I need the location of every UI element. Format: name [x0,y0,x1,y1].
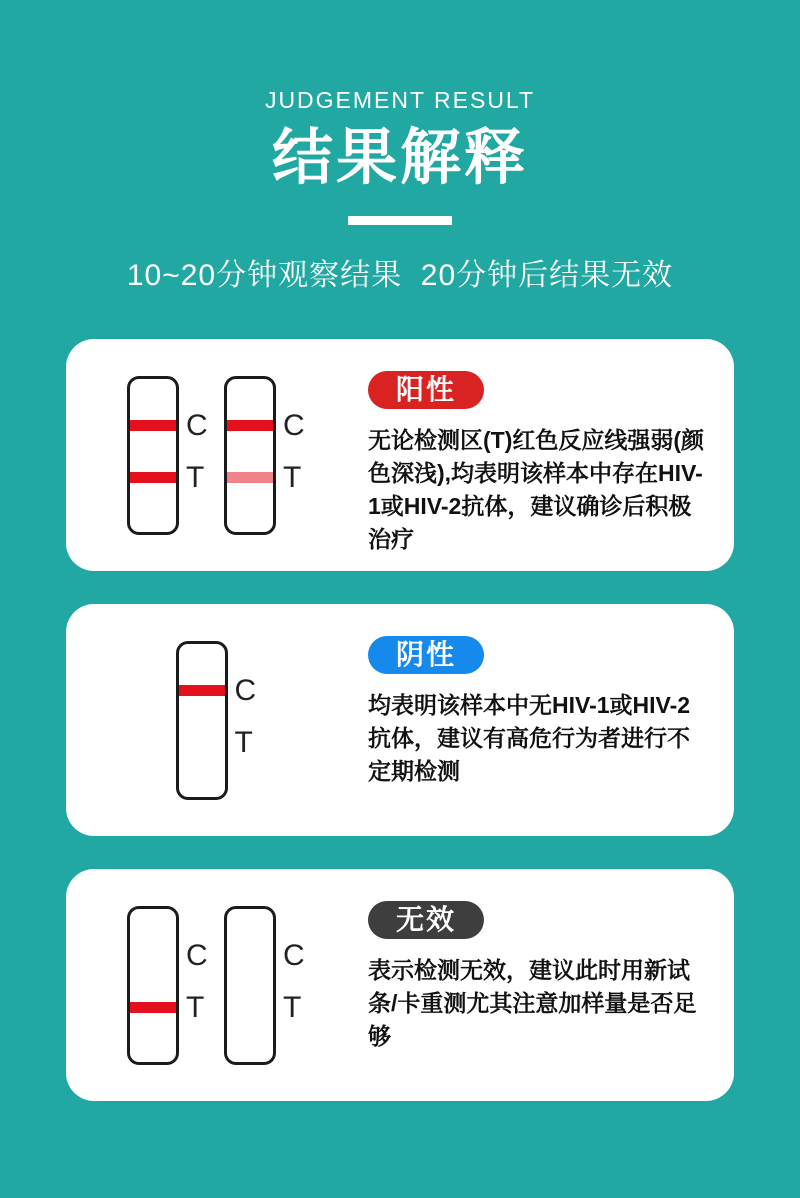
result-badge-negative: 阴性 [368,636,484,674]
control-label: C [283,408,305,442]
test-line [130,472,176,483]
control-label: C [283,938,305,972]
result-badge-positive: 阳性 [368,371,484,409]
card-content [368,869,734,1101]
card-positive [66,339,734,571]
subtitle-text: 10~20分钟观察结果 20分钟后结果无效 [126,259,674,292]
test-label: T [283,460,302,494]
test-label: T [234,725,253,759]
test-strip [224,376,307,535]
strip-labels [235,641,259,800]
test-line-weak [227,472,273,483]
control-line [227,420,273,431]
title-divider [348,216,452,225]
test-strip [176,641,259,800]
card-content [368,604,734,836]
strips-area [66,339,368,571]
test-strip [224,906,307,1065]
result-cards [0,339,800,1101]
strips-area [66,869,368,1101]
strip-body [127,906,179,1065]
card-invalid [66,869,734,1101]
control-line [179,685,225,696]
strip-body [176,641,228,800]
test-label: T [186,460,205,494]
control-line [130,420,176,431]
eyebrow-text: JUDGEMENT RESULT [264,87,536,113]
control-label: C [186,408,208,442]
test-line [130,1002,176,1013]
strip-body [224,906,276,1065]
strip-labels [283,906,307,1065]
control-label: C [234,673,257,707]
result-description: 表示检测无效，建议此时用新试条/卡重测尤其注意加样量是否足够 [368,957,697,1049]
strip-labels [283,376,307,535]
card-negative [66,604,734,836]
result-description: 无论检测区(T)红色反应线强弱(颜色深浅),均表明该样本中存在HIV-1或HIV-2抗体，建议确诊后积极治疗 [368,427,705,552]
test-strip [127,906,210,1065]
control-label: C [186,938,208,972]
test-label: T [283,990,302,1024]
test-strip [127,376,210,535]
strip-body [224,376,276,535]
result-badge-invalid: 无效 [368,901,484,939]
strip-labels [186,906,210,1065]
card-content [368,339,734,571]
page-title: 结果解释 [271,123,528,191]
result-description: 均表明该样本中无HIV-1或HIV-2抗体，建议有高危行为者进行不定期检测 [368,692,691,784]
strip-body [127,376,179,535]
test-label: T [186,990,205,1024]
strip-labels [186,376,210,535]
strips-area [66,604,368,836]
page-header [0,0,800,295]
